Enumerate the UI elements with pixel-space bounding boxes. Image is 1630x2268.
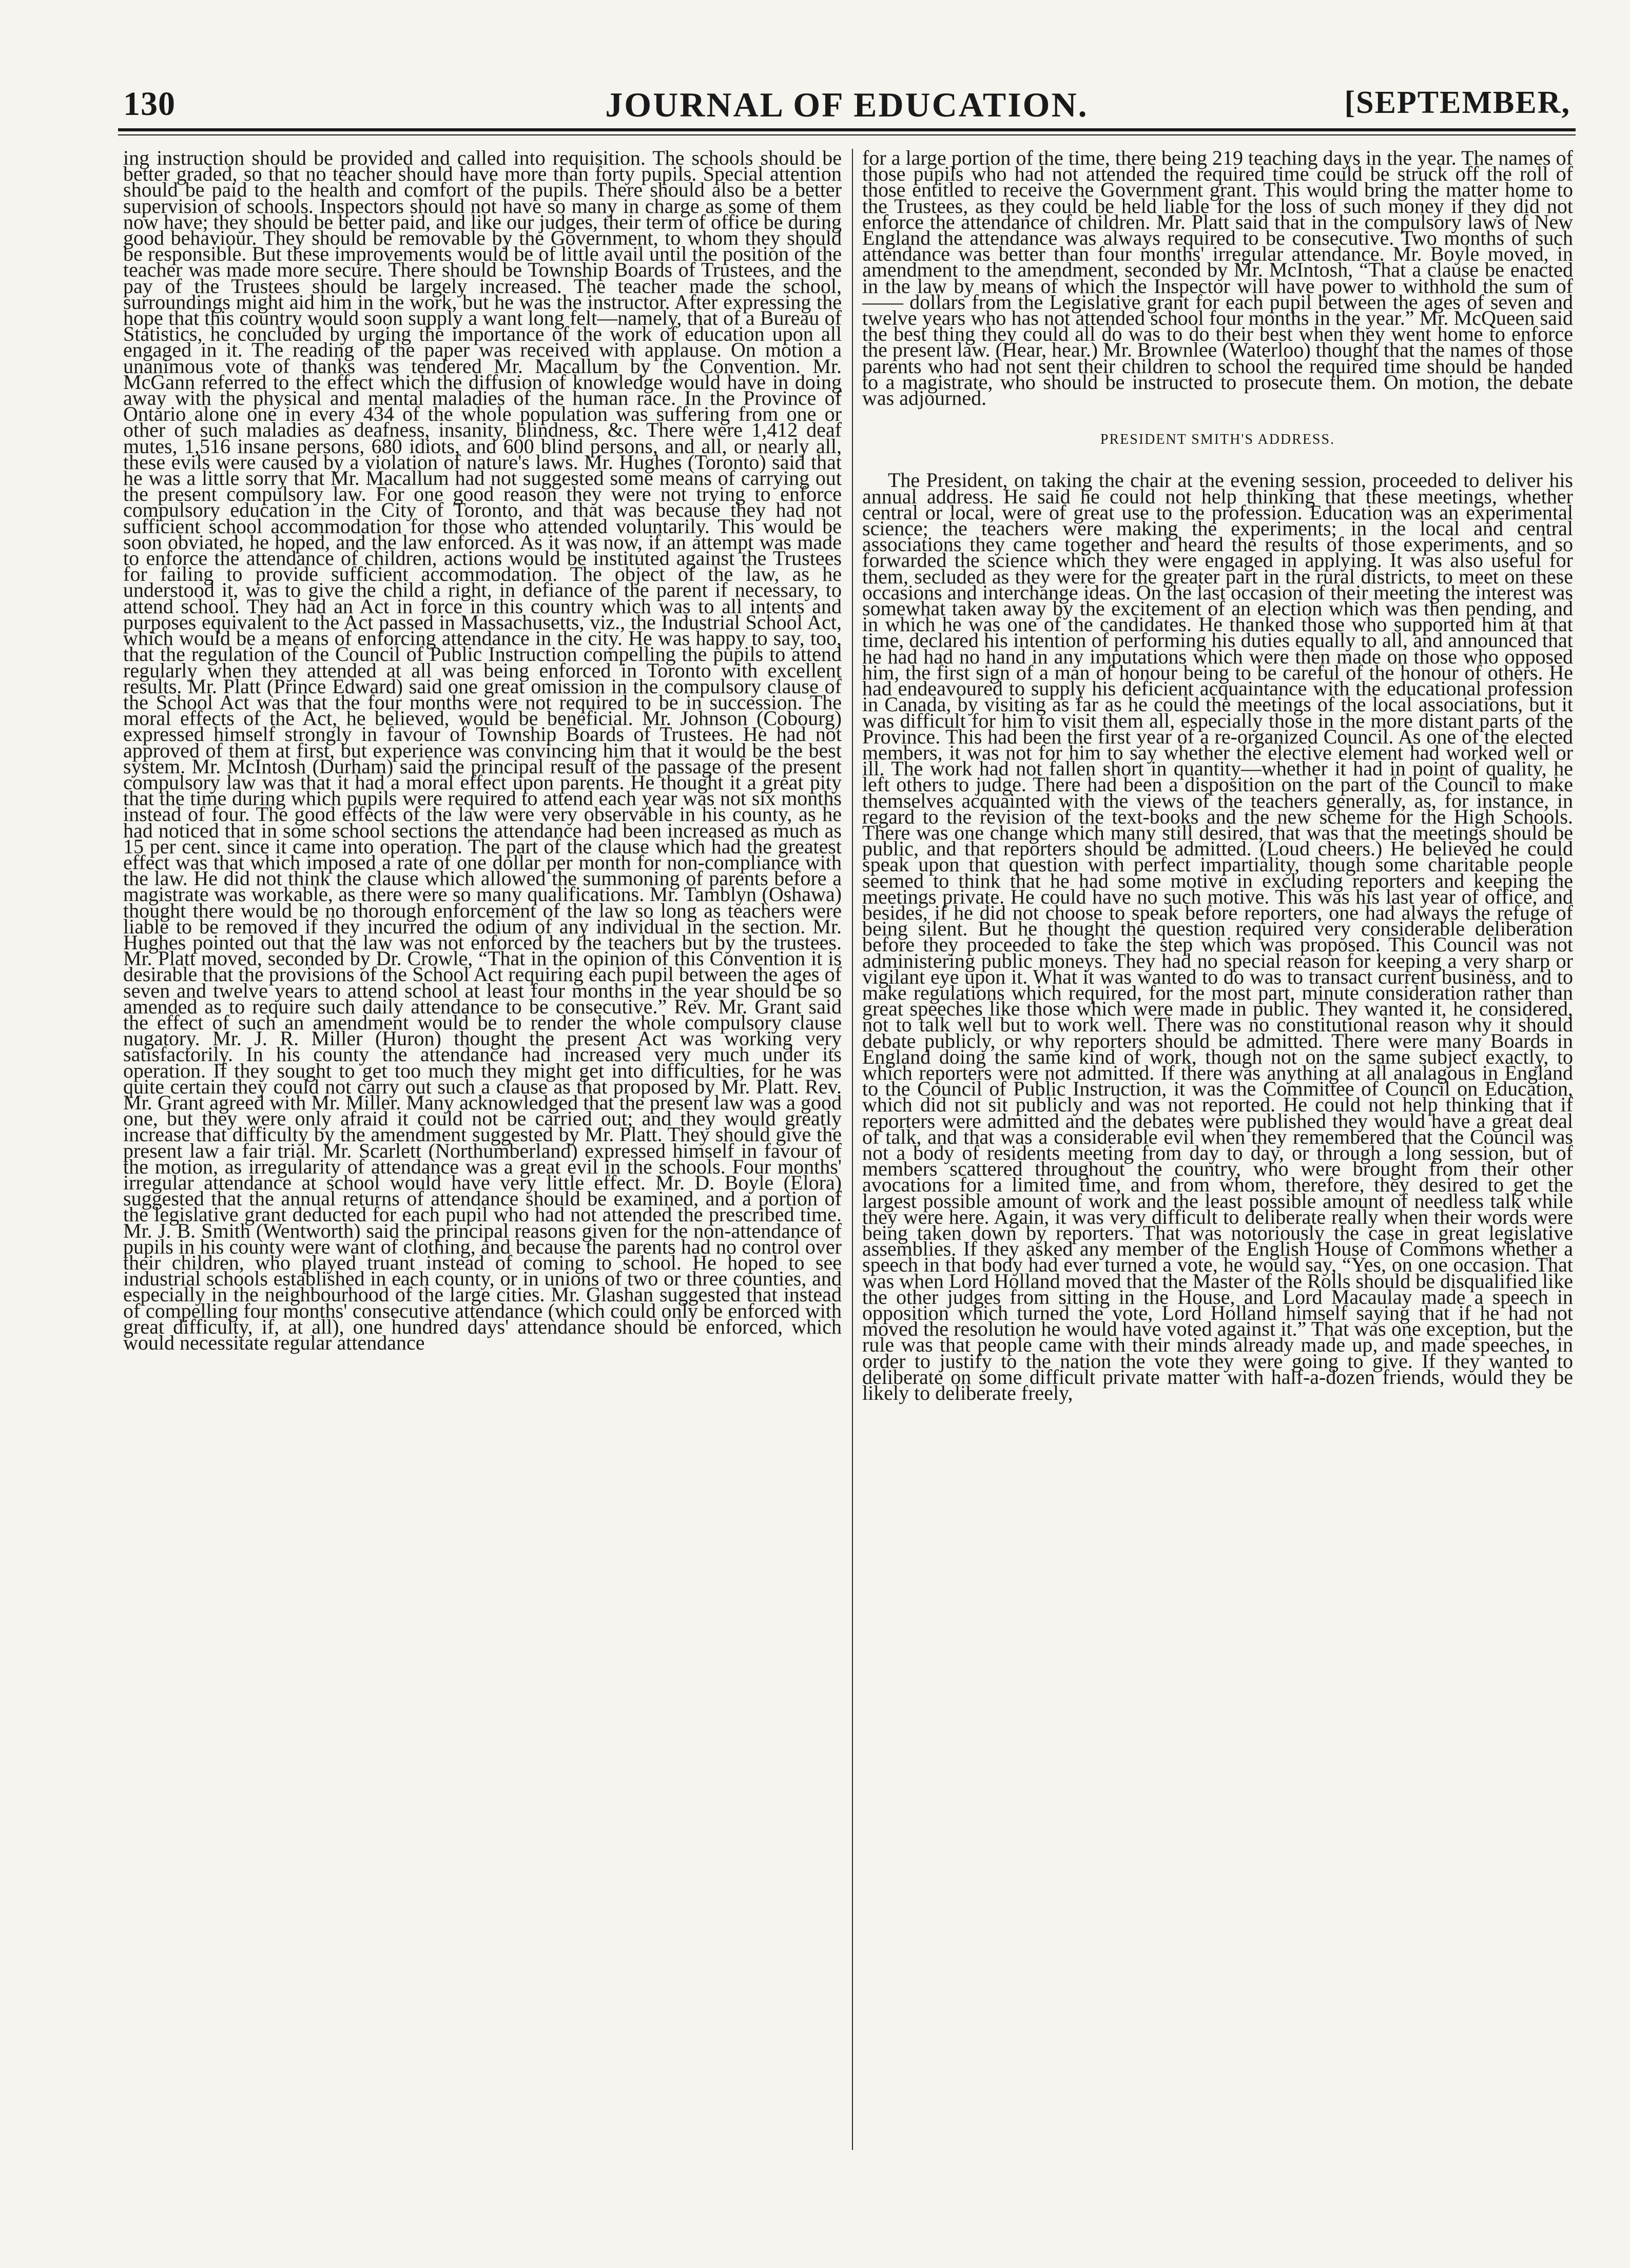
header-rule-thin — [118, 134, 1576, 135]
header-rule-thick — [118, 128, 1576, 131]
journal-title: JOURNAL OF EDUCATION. — [605, 85, 1089, 124]
right-column-paragraph-1: for a large portion of the time, there being 219 teaching days in the year. The names of those pupils who had not attended the required time could be struck off the roll of those entitled to receive the Government grant. This would bring the matter home to the Trustees, as they could be held liable for the loss of such money if they did not enforce the attendance of children. Mr. Platt said that in the compulsory laws of New England the attendance was always required to be consecutive. Two months of such attendance was better than four months' irregular attendance. Mr. Boyle moved, in amendment to the amendment, seconded by Mr. McIntosh, “That a clause be enacted in the law by means of which the Inspector will have power to withhold the sum of—— dollars from the Legislative grant for each pupil between the ages of seven and twelve years who has not attended school four months in the year.” Mr. McQueen said the best thing they could all do was to do their best when they went home to enforce the present law. (Hear, hear.) Mr. Brownlee (Waterloo) thought that the names of those parents who had not sent their children to school the required time should be handed to a magistrate, who should be instructed to prosecute them. On motion, the debate was adjourned. — [862, 150, 1573, 410]
left-column-text: ing instruction should be provided and called into requisition. The schools should be better graded, so that no teacher should have more than forty pupils. Special attention should be paid to the health and comfort of the pupils. There should also be a better supervision of schools. Inspectors should not have so many in charge as some of them now have; they should be better paid, and like our judges, their term of office be during good behaviour. They should be removable by the Government, to whom they should be responsible. But these improvements would be of little avail until the position of the teacher was made more secure. There should be Township Boards of Trustees, and the pay of the Trustees should be largely increased. The teacher made the school, surroundings might aid him in the work, but he was the instructor. After expressing the hope that this country would soon supply a want long felt—namely, that of a Bureau of Statistics, he concluded by urging the importance of the work of education upon all engaged in it. The reading of the paper was received with applause. On motion a unanimous vote of thanks was tendered Mr. Macallum by the Convention. Mr. McGann referred to the effect which the diffusion of knowledge would have in doing away with the physical and mental maladies of the human race. In the Province of Ontario alone one in every 434 of the whole population was suffering from one or other of such maladies as deafness, insanity, blindness, &c. There were 1,412 deaf mutes, 1,516 insane persons, 680 idiots, and 600 blind persons, and all, or nearly all, these evils were caused by a violation of nature's laws. Mr. Hughes (Toronto) said that he was a little sorry that Mr. Macallum had not suggested some means of carrying out the present compulsory law. For one good reason they were not trying to enforce compulsory education in the City of Toronto, and that was because they had not sufficient school accommodation for those who attended voluntarily. This would be soon obviated, he hoped, and the law enforced. As it was now, if an attempt was made to enforce the attendance of children, actions would be instituted against the Trustees for failing to provide sufficient accommodation. The object of the law, as he understood it, was to give the child a right, in defiance of the parent if necessary, to attend school. They had an Act in force in this country which was to all intents and purposes equivalent to the Act passed in Massachusetts, viz., the Industrial School Act, which would be a means of enforcing attendance in the city. He was happy to say, too, that the regulation of the Council of Public Instruction compelling the pupils to attend regularly when they attended at all was being enforced in Toronto with excellent results. Mr. Platt (Prince Edward) said one great omission in the compulsory clause of the School Act was that the four months were not required to be in succession. The moral effects of the Act, he believed, would be beneficial. Mr. Johnson (Cobourg) expressed himself strongly in favour of Township Boards of Trustees. He had not approved of them at first, but experience was convincing him that it would be the best system. Mr. McIntosh (Durham) said the principal result of the passage of the present compulsory law was that it had a moral effect upon parents. He thought it a great pity that the time during which pupils were required to attend each year was not six months instead of four. The good effects of the law were very observable in his county, as he had noticed that in some school sections the attendance had been increased as much as 15 per cent. since it came into operation. The part of the clause which had the greatest effect was that which imposed a rate of one dollar per month for non-compliance with the law. He did not think the clause which allowed the summoning of parents before a magistrate was workable, as there were so many qualifications. Mr. Tamblyn (Oshawa) thought there would be no thorough enforcement of the law so long as teachers were liable to be removed if they incurred the odium of any individual in the section. Mr. Hughes pointed out that the law was not enforced by the teachers but by the trustees. Mr. Platt moved, seconded by Dr. Crowle, “That in the opinion of this Convention it is desirable that the provisions of the School Act requiring each pupil between the ages of seven and twelve years to attend school at least four months in the year should be so amended as to require such daily attendance to be consecutive.” Rev. Mr. Grant said the effect of such an amendment would be to render the whole compulsory clause nugatory. Mr. J. R. Miller (Huron) thought the present Act was working very satisfactorily. In his county the attendance had increased very much under its operation. If they sought to get too much they might get into difficulties, for he was quite certain they could not carry out such a clause as that proposed by Mr. Platt. Rev. Mr. Grant agreed with Mr. Miller. Many acknowledged that the present law was a good one, but they were only afraid it could not be carried out; and they would greatly increase that difficulty by the amendment suggested by Mr. Platt. They should give the present law a fair trial. Mr. Scarlett (Northumberland) expressed himself in favour of the motion, as irregularity of attendance was a great evil in the schools. Four months' irregular attendance at school would have very little effect. Mr. D. Boyle (Elora) suggested that the annual returns of attendance should be examined, and a portion of the legislative grant deducted for each pupil who had not attended the prescribed time. Mr. J. B. Smith (Wentworth) said the principal reasons given for the non-attendance of pupils in his county were want of clothing, and because the parents had no control over their children, who played truant instead of coming to school. He hoped to see industrial schools established in each county, or in unions of two or three counties, and especially in the neighbourhood of the large cities. Mr. Glashan suggested that instead of compelling four months' consecutive attendance (which could only be enforced with great difficulty, if, at all), one hundred days' attendance should be enforced, which would necessitate regular attendance — [123, 150, 842, 1355]
running-head: [SEPTEMBER, — [1344, 85, 1570, 120]
section-heading: PRESIDENT SMITH'S ADDRESS. — [1100, 432, 1335, 448]
page-number: 130 — [123, 85, 176, 123]
column-divider — [852, 149, 853, 2150]
right-column — [862, 150, 1573, 2156]
right-column-paragraph-2: The President, on taking the chair at the evening session, proceeded to deliver his annual address. He said he could not help thinking that these meetings, whether central or local, were of great use to the profession. Education was an experimental science; the teachers were making the experiments; in the local and central associations they came together and heard the results of those experiments, and so forwarded the science which they were engaged in applying. It was also useful for them, secluded as they were for the greater part in the rural districts, to meet on these occasions and interchange ideas. On the last occasion of their meeting the interest was somewhat taken away by the excitement of an election which was then pending, and in which he was one of the candidates. He thanked those who supported him at that time, declared his intention of performing his duties equally to all, and announced that he had had no hand in any imputations which were then made on those who opposed him, the first sign of a man of honour being to be careful of the honour of others. He had endeavoured to supply his deficient acquaintance with the educational profession in Canada, by visiting as far as he could the meetings of the local associations, but it was difficult for him to visit them all, especially those in the more distant parts of the Province. This had been the first year of a re-organized Council. As one of the elected members, it was not for him to say whether the elective element had worked well or ill. The work had not fallen short in quantity—whether it had in point of quality, he left others to judge. There had been a disposition on the part of the Council to make themselves acquainted with the views of the teachers generally, as, for instance, in regard to the revision of the text-books and the new scheme for the High Schools. There was one change which many still desired, that was that the meetings should be public, and that reporters should be admitted. (Loud cheers.) He believed he could speak upon that question with perfect impartiality, though some charitable people seemed to think that he had some motive in excluding reporters and keeping the meetings private. He could have no such motive. This was his last year of office, and besides, if he did not choose to speak before reporters, one had always the refuge of being silent. But he thought the question required very considerable deliberation before they proceeded to take the step which was proposed. This Council was not administering public moneys. They had no special reason for keeping a very sharp or vigilant eye upon it. What it was wanted to do was to transact current business, and to make regulations which required, for the most part, minute consideration rather than great speeches like those which were made in public. They wanted it, he considered, not to talk well but to work well. There was no constitutional reason why it should debate publicly, or why reporters should be admitted. There were many Boards in England doing the same kind of work, though not on the same subject exactly, to which reporters were not admitted. If there was anything at all analagous in England to the Council of Public Instruction, it was the Committee of Council on Education, which did not sit publicly and was not reported. He could not help thinking that if reporters were admitted and the debates were published they would have a great deal of talk, and that was a considerable evil when they remembered that the Council was not a body of residents meeting from day to day, or through a long session, but of members scattered throughout the country, who were brought from their other avocations for a limited time, and from whom, therefore, they desired to get the largest possible amount of work and the least possible amount of needless talk while they were here. Again, it was very difficult to deliberate really when their words were being taken down by reporters. That was notoriously the case in great legislative assemblies. If they asked any member of the English House of Commons whether a speech in that body had ever turned a vote, he would say, “Yes, on one occasion. That was when Lord Holland moved that the Master of the Rolls should be disqualified like the other judges from sitting in the House, and Lord Macaulay made a speech in opposition which turned the vote, Lord Holland himself saying that if he had not moved the resolution he would have voted against it.” That was one exception, but the rule was that people came with their minds already made up, and made speeches, in order to justify to the nation the vote they were going to give. If they wanted to deliberate on some difficult private matter with half-a-dozen friends, would they be likely to deliberate freely, — [862, 468, 1573, 1405]
left-column — [123, 150, 842, 2156]
